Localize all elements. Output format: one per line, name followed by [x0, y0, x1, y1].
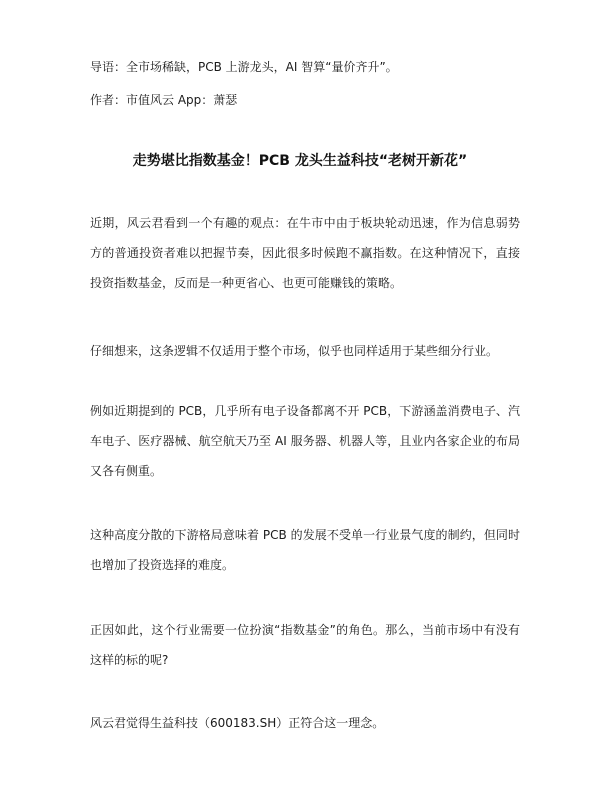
paragraph-1: 近期，风云君看到一个有趣的观点：在牛市中由于板块轮动迅速，作为信息弱势方的普通投资者难以把握节奏，因此很多时候跑不赢指数。在这种情况下，直接投资指数基金，反而是一种更省心、也更可能赚钱的策略。	[90, 216, 520, 290]
paragraph-3: 例如近期提到的 PCB，几乎所有电子设备都离不开 PCB，下游涵盖消费电子、汽车电子、医疗器械、航空航天乃至 AI 服务器、机器人等，且业内各家企业的布局又各有侧重。	[90, 404, 520, 478]
paragraph-2: 仔细想来，这条逻辑不仅适用于整个市场，似乎也同样适用于某些细分行业。	[90, 344, 499, 358]
paragraph-5: 正因如此，这个行业需要一位扮演“指数基金”的角色。那么，当前市场中有没有这样的标的呢?	[90, 623, 520, 667]
article-title: 走势堪比指数基金！PCB 龙头生益科技“老树开新花”	[132, 153, 468, 169]
paragraph-4: 这种高度分散的下游格局意味着 PCB 的发展不受单一行业景气度的制约，但同时也增加了投资选择的难度。	[90, 528, 520, 572]
article-author: 作者：市值风云 App：萧瑟	[90, 93, 238, 107]
paragraph-6: 风云君觉得生益科技（600183.SH）正符合这一理念。	[90, 716, 385, 730]
article-lead: 导语：全市场稀缺，PCB 上游龙头，AI 智算“量价齐升”。	[90, 60, 398, 74]
